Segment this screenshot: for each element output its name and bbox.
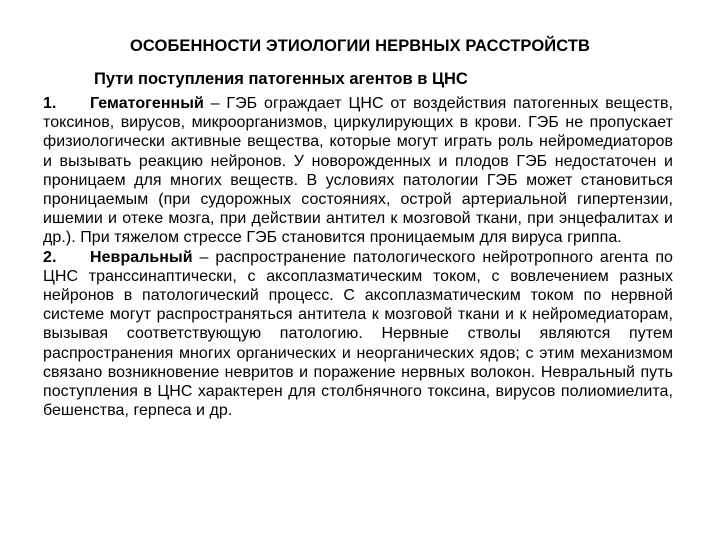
item-number: 2. xyxy=(43,248,57,266)
item-text: – ГЭБ ограждает ЦНС от воздействия патогенных веществ, токсинов, вирусов, микроорганизмов, циркулирующих в крови. ГЭБ не пропускает физиологически активные вещества, которые могут играть роль нейромедиаторов и вызывать реакцию нейронов. У новорожденных и плодов ГЭБ недостаточен и проницаем для многих веществ. В условиях патологии ГЭБ может становиться проницаемым (при судорожных состояниях, острой артериальной гипертензии, ишемии и отеке мозга, при действии антител к мозговой ткани, при энцефалитах и др.). При тяжелом стрессе ГЭБ становится проницаемым для вируса гриппа. xyxy=(43,95,673,247)
list-item xyxy=(43,94,673,248)
item-text: – распространение патологического нейротропного агента по ЦНС транссинаптически, с аксоплазматическим током, с вовлечением разных нейронов в патологический процесс. С аксоплазматическим током по нервной системе могут распространяться антитела к мозговой ткани и к нейромедиаторам, вызывая соответствующую патологию. Нервные стволы являются путем распространения многих органических и неорганических ядов; с этим механизмом связано возникновение невритов и поражение нервных волокон. Невральный путь поступления в ЦНС характерен для столбнячного токсина, вирусов полиомиелита, бешенства, герпеса и др. xyxy=(43,248,673,420)
item-term: Гематогенный xyxy=(90,95,204,112)
slide-title: ОСОБЕННОСТИ ЭТИОЛОГИИ НЕРВНЫХ РАССТРОЙСТВ xyxy=(129,37,591,55)
item-term: Невральный xyxy=(90,248,193,266)
list-item xyxy=(43,248,673,421)
slide-subtitle: Пути поступления патогенных агентов в ЦНС xyxy=(94,70,468,88)
item-number: 1. xyxy=(43,95,57,112)
slide-body xyxy=(43,94,673,420)
